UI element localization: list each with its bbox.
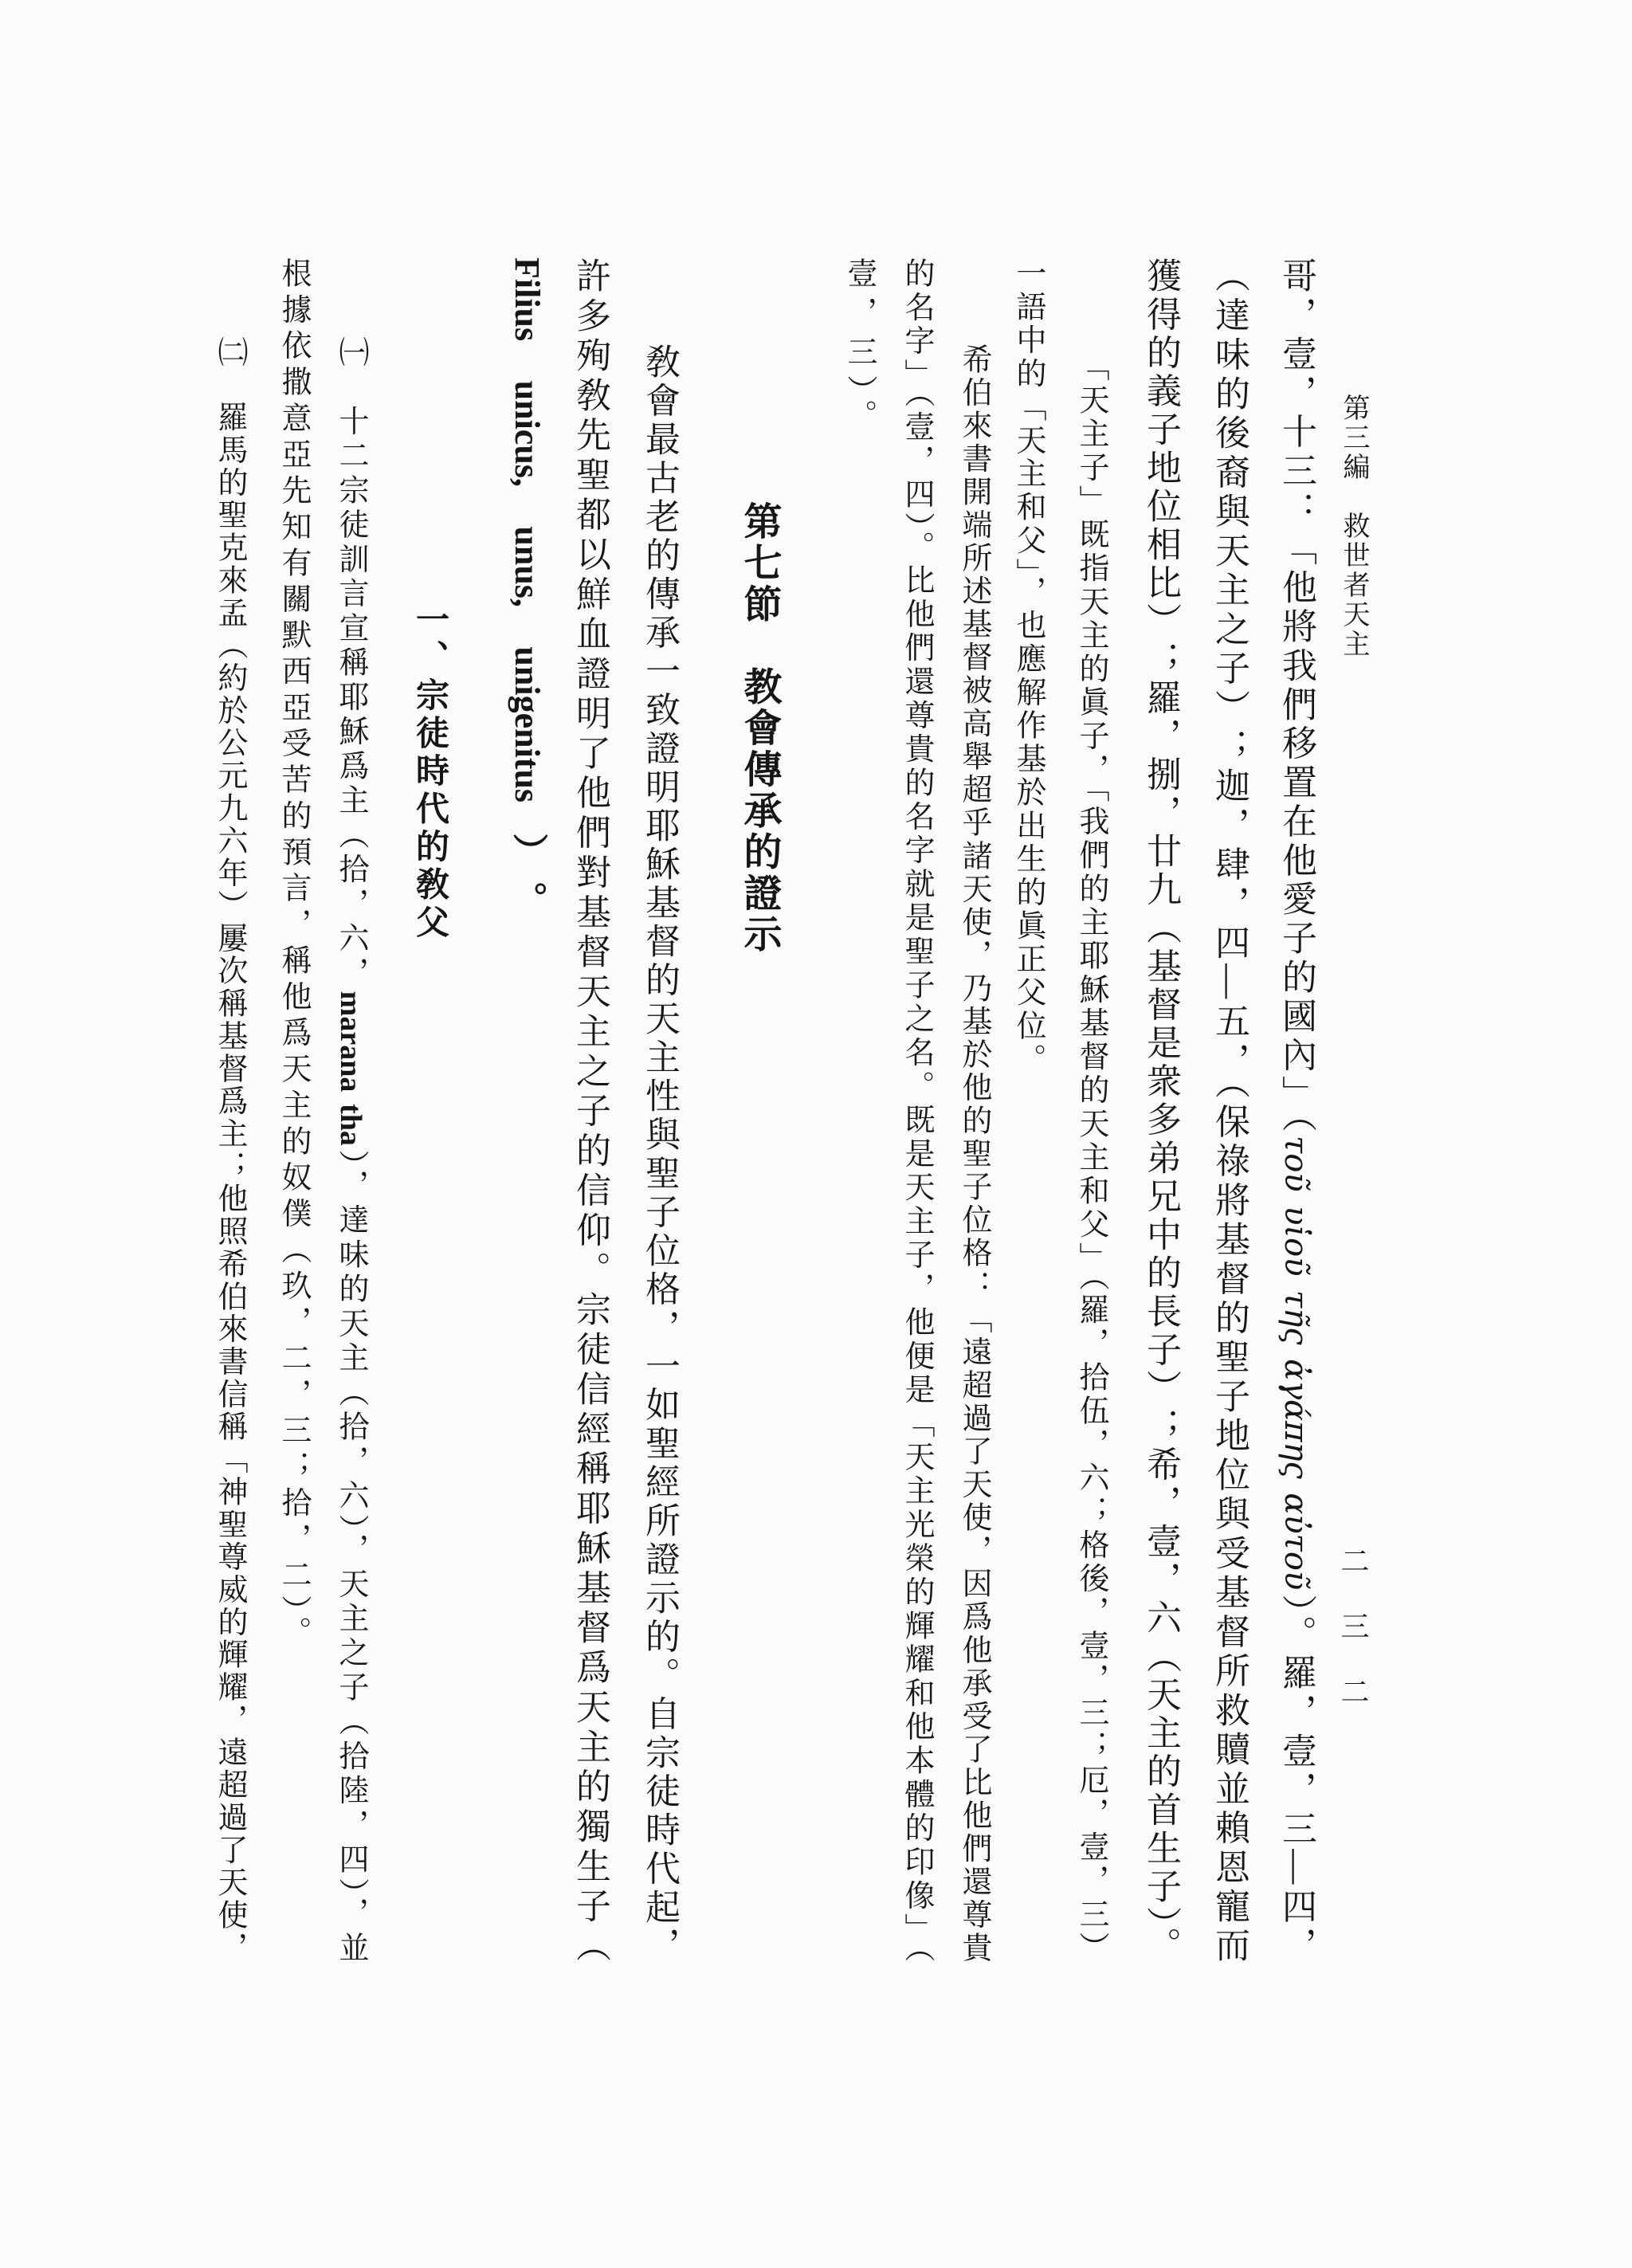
text-segment: ），達味的天主（拾，六），天主之子（拾陸，四），並 — [334, 1145, 367, 1963]
text-line-5: 一語中的「天主和父」，也應解作基於出生的眞正父位。 — [1011, 257, 1045, 1073]
text-line-2: （達味的後裔與天主之子）；迦，肆，四—五，（保祿將基督的聖子地位與受基督所救贖並賴恩寵而 — [1210, 257, 1249, 1962]
text-line-1 — [1277, 257, 1316, 1963]
item-1-line-1 — [335, 336, 366, 1962]
text-segment: ㈠ 十二宗徒訓言宣稱耶穌爲主（拾，六， — [334, 336, 367, 991]
text-line-3: 獲得的義子地位相比）；羅，捌，廿九（基督是衆多弟兄中的長子）；希，壹，六（天主的首生子）。 — [1141, 257, 1180, 1962]
item-2-line-1: ㈡ 羅馬的聖克來孟（約於公元九六年）屢次稱基督爲主；他照希伯來書信稱「神聖尊威的輝耀，遠超過了天使， — [213, 336, 246, 1962]
text-line-6: 希伯來書開端所述基督被高舉超乎諸天使，乃基於他的聖子位格：「遠超過了天使，因爲他承受了比他們還尊貴 — [957, 343, 991, 1962]
section-text-line-2: 許多殉敎先聖都以鮮血證明了他們對基督天主之子的信仰。宗徒信經稱耶穌基督爲天主的獨生子（ — [571, 257, 610, 1962]
text-line-7: 的名字」（壹，四）。比他們還尊貴的名字就是聖子之名。既是天主子，他便是「天主光榮的輝耀和他本體的印像」（ — [900, 257, 933, 1962]
greek-quotation: τοῦ υἱοῦ τῆς ἀγάπης αὐτοῦ — [1277, 1136, 1314, 1591]
page-number: 二三二 — [1337, 1546, 1369, 1705]
latin-creed-phrase: Filius unicus, unus, unigenitus）。 — [508, 257, 547, 916]
text-line-4: 「天主子」既指天主的眞子，「我們的主耶穌基督的天主和父」（羅，拾伍，六；格後，壹，三；厄，壹，三） — [1074, 351, 1108, 1962]
subsection-heading: 一、宗徒時代的敎父 — [411, 602, 448, 938]
section-heading: 第七節 教會傳承的證示 — [738, 501, 780, 952]
text-segment: 哥，壹，十三：「他將我們移置在他愛子的國內」（ — [1277, 257, 1316, 1136]
text-segment: ）。羅，壹，三—四， — [1277, 1590, 1316, 1963]
section-text-line-1: 敎會最古老的傳承一致證明耶穌基督的天主性與聖子位格，一如聖經所證示的。自宗徒時代起， — [640, 343, 679, 1962]
aramaic-term: marana tha — [334, 991, 367, 1146]
running-head-title: 第三編 救世者天主 — [1339, 394, 1368, 657]
text-line-8: 壹，三）。 — [842, 257, 876, 430]
item-1-line-2: 根據依撒意亞先知有關默西亞受苦的預言，稱他爲天主的奴僕（玖，二，三；拾，二）。 — [277, 257, 310, 1646]
